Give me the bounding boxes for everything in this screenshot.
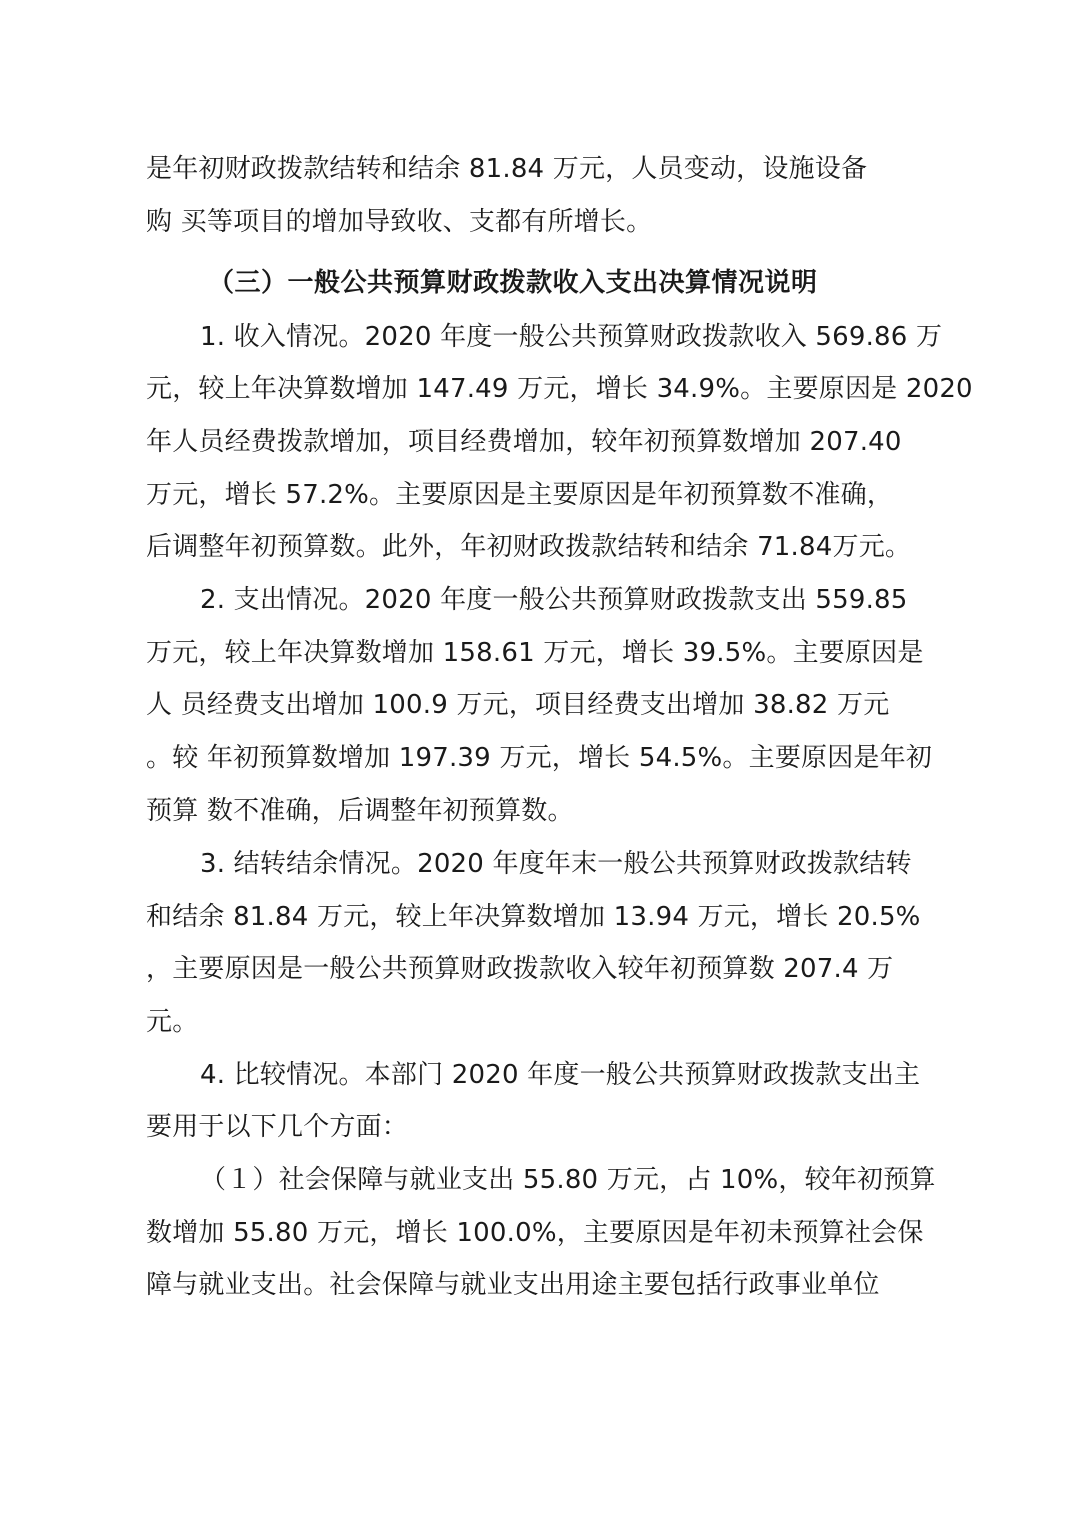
text-line: 购 买等项目的增加导致收、支都有所增长。: [146, 207, 653, 237]
text-line: 要用于以下几个方面：: [146, 1112, 409, 1142]
text-line: 后调整年初预算数。此外，年初财政拨款结转和结余 71.84万元。: [146, 532, 912, 562]
text-line: 万元，增长 57.2%。主要原因是主要原因是年初预算数不准确，: [146, 480, 894, 510]
text-line: 年人员经费拨款增加，项目经费增加，较年初预算数增加 207.40: [146, 427, 902, 457]
text-line: 障与就业支出。社会保障与就业支出用途主要包括行政事业单位: [146, 1270, 880, 1300]
text-line: 人 员经费支出增加 100.9 万元，项目经费支出增加 38.82 万元: [146, 690, 890, 720]
section-heading: （三）一般公共预算财政拨款收入支出决算情况说明: [208, 268, 818, 298]
text-line: 数增加 55.80 万元，增长 100.0%，主要原因是年初未预算社会保: [146, 1218, 924, 1248]
paragraph-start-social-security: （１）社会保障与就业支出 55.80 万元，占 10%，较年初预算: [200, 1165, 936, 1195]
text-line: 元，较上年决算数增加 147.49 万元，增长 34.9%。主要原因是 2020: [146, 374, 973, 404]
text-line: 是年初财政拨款结转和结余 81.84 万元，人员变动，设施设备: [146, 154, 868, 184]
text-line: ，主要原因是一般公共预算财政拨款收入较年初预算数 207.4 万: [146, 954, 894, 984]
paragraph-start-expense: 2. 支出情况。2020 年度一般公共预算财政拨款支出 559.85: [200, 585, 908, 615]
paragraph-start-carryover: 3. 结转结余情况。2020 年度年末一般公共预算财政拨款结转: [200, 849, 912, 879]
text-line: 。较 年初预算数增加 197.39 万元，增长 54.5%。主要原因是年初: [146, 743, 933, 773]
text-line: 元。: [146, 1007, 199, 1037]
paragraph-start-comparison: 4. 比较情况。本部门 2020 年度一般公共预算财政拨款支出主: [200, 1060, 921, 1090]
paragraph-start-income: 1. 收入情况。2020 年度一般公共预算财政拨款收入 569.86 万: [200, 322, 943, 352]
text-line: 预算 数不准确，后调整年初预算数。: [146, 796, 574, 826]
text-line: 和结余 81.84 万元，较上年决算数增加 13.94 万元，增长 20.5%: [146, 902, 921, 932]
text-line: 万元，较上年决算数增加 158.61 万元，增长 39.5%。主要原因是: [146, 638, 924, 668]
